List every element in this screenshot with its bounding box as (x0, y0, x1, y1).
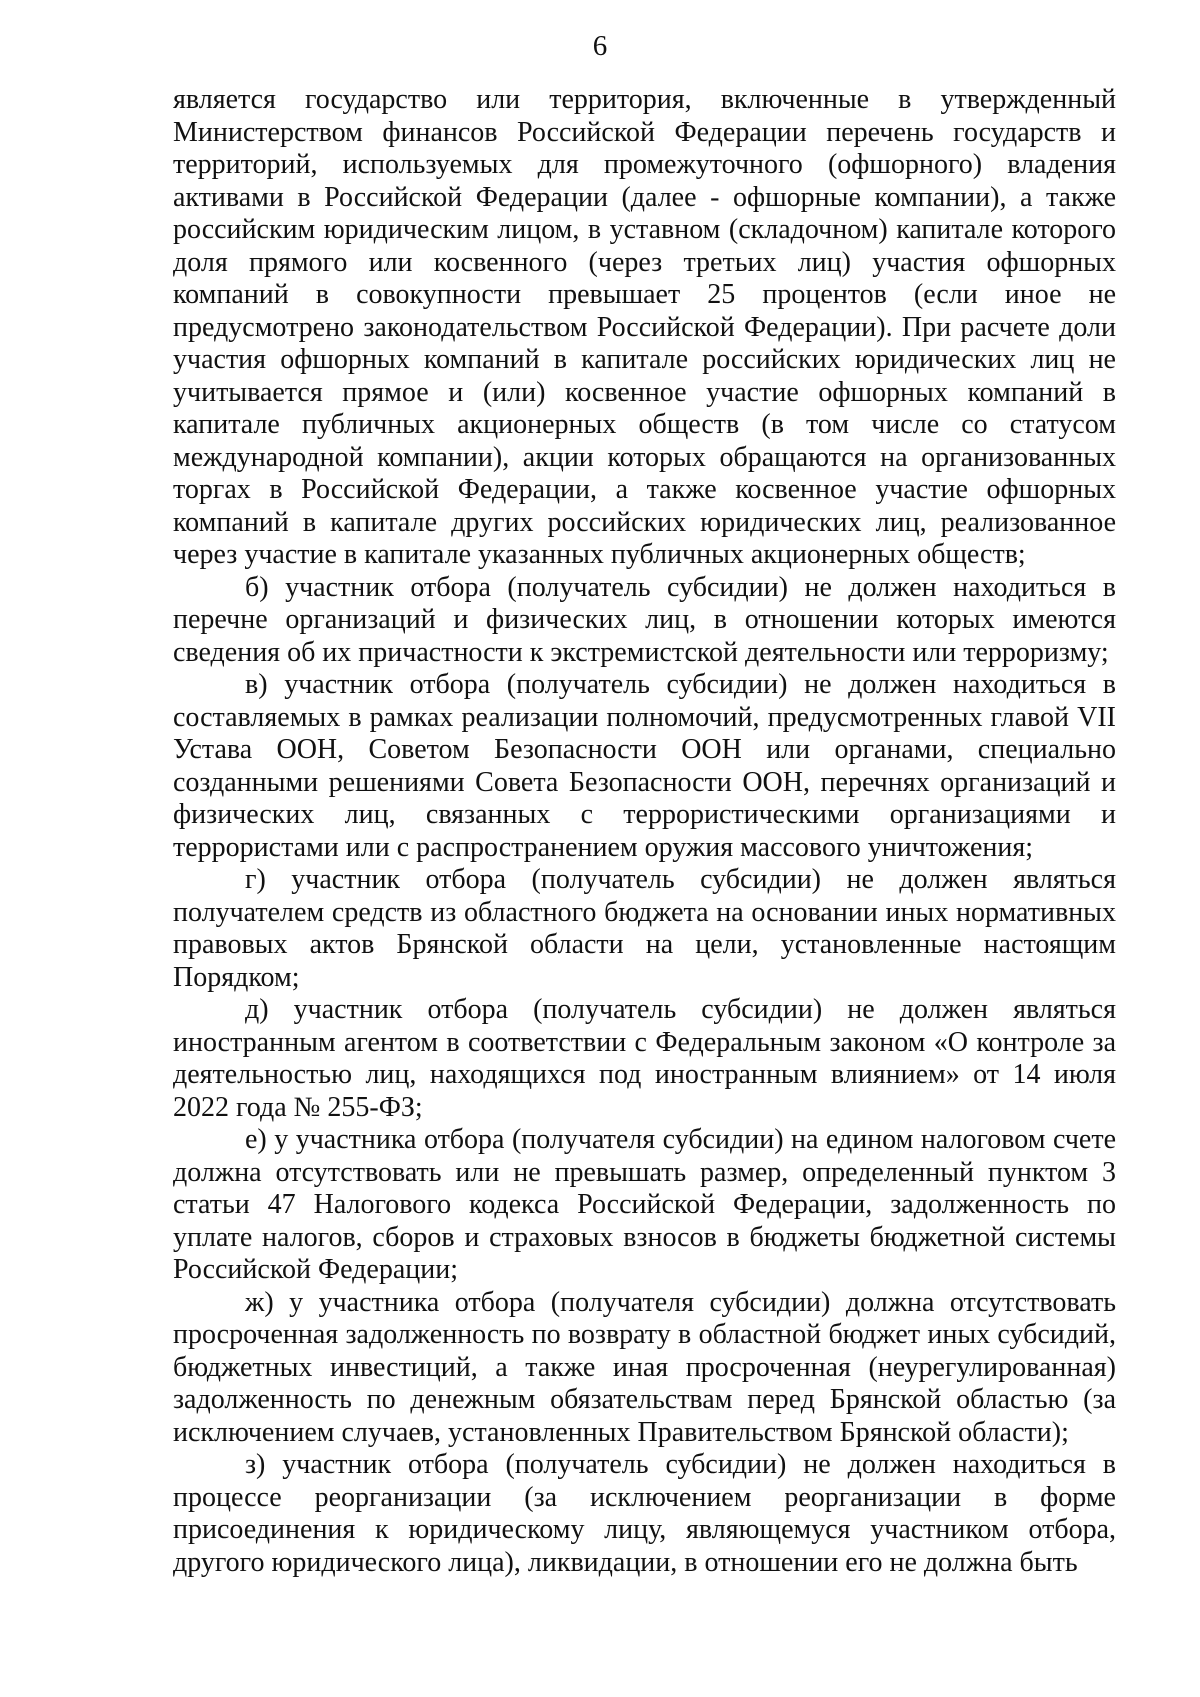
paragraph-item-v: в) участник отбора (получатель субсидии) не должен находиться в составляемых в рамках реализации полномочий, предусмотренных главой VII Устава ООН, Советом Безопасности ООН или органами, специально созданными решениями Совета Безопасности ООН, перечнях организаций и физических лиц, связанных с террористическими организациями и террористами или с распространением оружия массового уничтожения; (173, 669, 1116, 863)
paragraph-item-b: б) участник отбора (получатель субсидии) не должен находиться в перечне организаций и физических лиц, в отношении которых имеются сведения об их причастности к экстремистской деятельности или терроризму; (173, 571, 1116, 668)
paragraph-item-d: д) участник отбора (получатель субсидии) не должен являться иностранным агентом в соответствии с Федеральным законом «О контроле за деятельностью лиц, находящихся под иностранным влиянием» от 14 июля 2022 года № 255-ФЗ; (173, 994, 1116, 1123)
paragraph-item-e: е) у участника отбора (получателя субсидии) на едином налоговом счете должна отсутствовать или не превышать размер, определенный пунктом 3 статьи 47 Налогового кодекса Российской Федерации, задолженность по уплате налогов, сборов и страховых взносов в бюджеты бюджетной системы Российской Федерации; (173, 1124, 1116, 1285)
paragraph-item-z: з) участник отбора (получатель субсидии) не должен находиться в процессе реорганизации (за исключением реорганизации в форме присоединения к юридическому лицу, являющемуся участником отбора, другого юридического лица), ликвидации, в отношении его не должна быть (173, 1449, 1116, 1578)
paragraph-item-zh: ж) у участника отбора (получателя субсидии) должна отсутствовать просроченная задолженность по возврату в областной бюджет иных субсидий, бюджетных инвестиций, а также иная просроченная (неурегулированная) задолженность по денежным обязательствам перед Брянской областью (за исключением случаев, установленных Правительством Брянской области); (173, 1286, 1116, 1448)
paragraph-item-g: г) участник отбора (получатель субсидии) не должен являться получателем средств из областного бюджета на основании иных нормативных правовых актов Брянской области на цели, установленные настоящим Порядком; (173, 864, 1116, 993)
page-number: 6 (592, 30, 608, 62)
paragraph-continuation: является государство или территория, включенные в утвержденный Министерством финансов Российской Федерации перечень государств и территорий, используемых для промежуточного (офшорного) владения активами в Российской Федерации (далее - офшорные компании), а также российским юридическим лицом, в уставном (складочном) капитале которого доля прямого или косвенного (через третьих лиц) участия офшорных компаний в совокупности превышает 25 процентов (если иное не предусмотрено законодательством Российской Федерации). При расчете доли участия офшорных компаний в капитале российских юридических лиц не учитывается прямое и (или) косвенное участие офшорных компаний в капитале публичных акционерных обществ (в том числе со статусом международной компании), акции которых обращаются на организованных торгах в Российской Федерации, а также косвенное участие офшорных компаний в капитале других российских юридических лиц, реализованное через участие в капитале указанных публичных акционерных обществ; (173, 84, 1116, 570)
document-body (173, 84, 1116, 1579)
